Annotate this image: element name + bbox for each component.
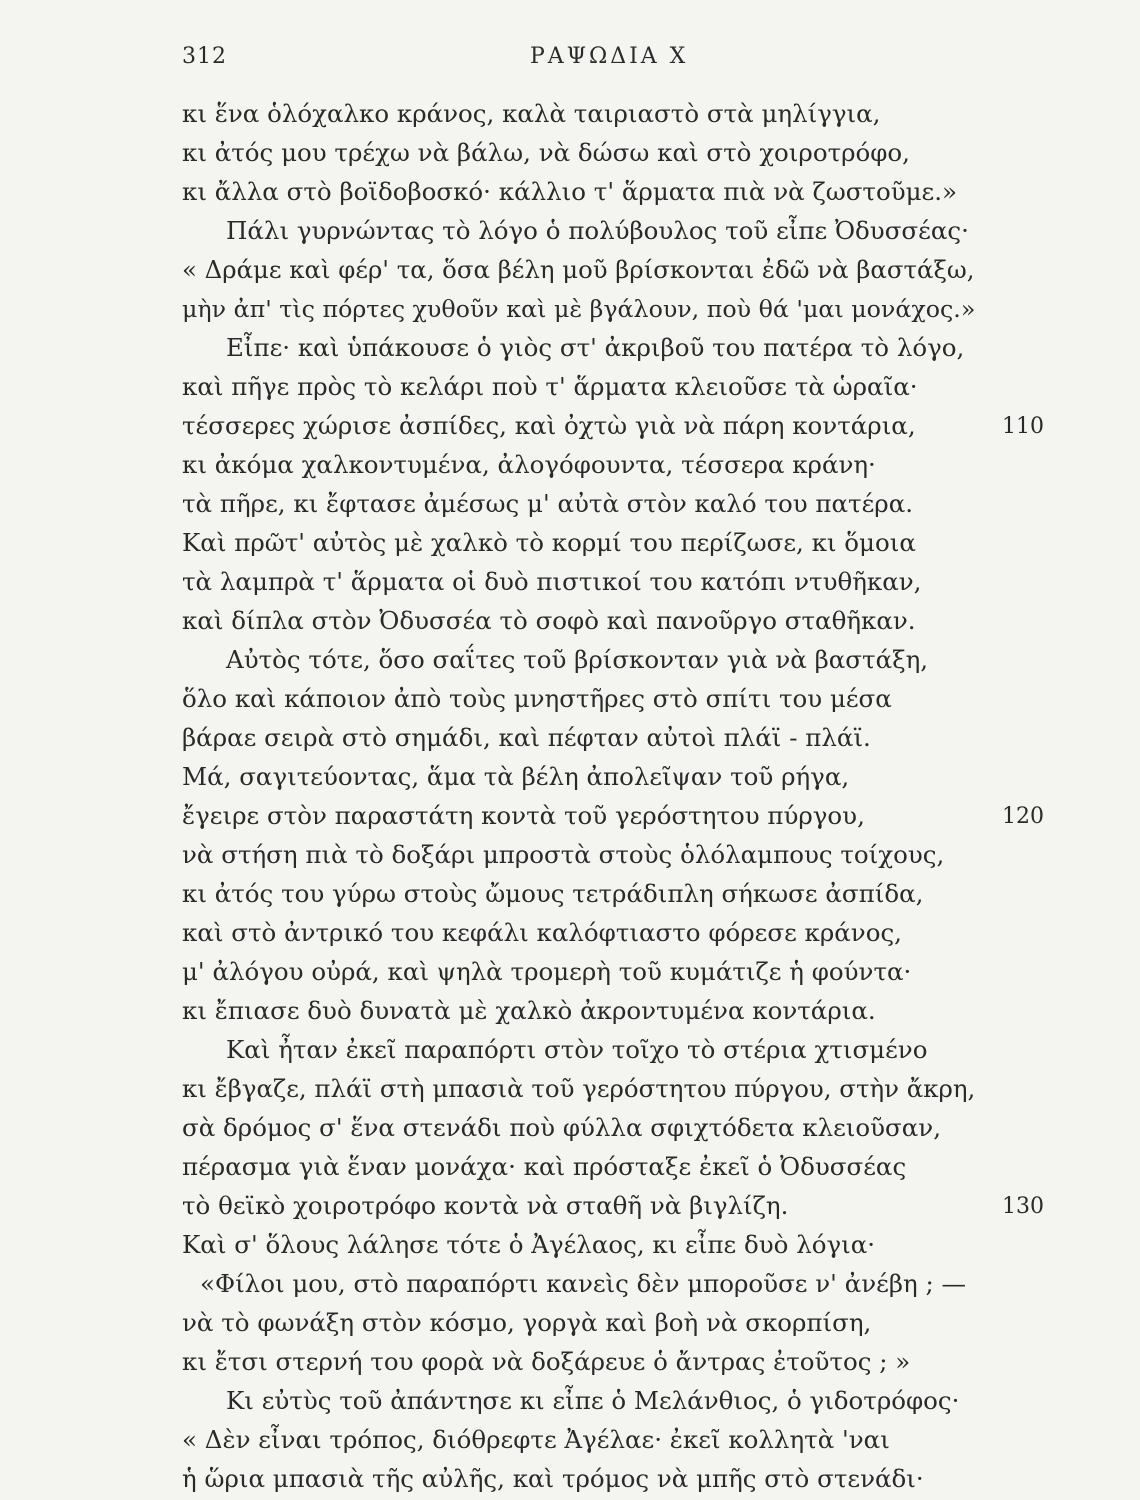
verse-line: τὰ πῆρε, κι ἔφτασε ἀμέσως μ' αὐτὰ στὸν καλό του πατέρα. [182,489,914,518]
verse-line: νὰ στήση πιὰ τὸ δοξάρι μπροστὰ στοὺς ὁλόλαμπους τοίχους, [182,840,945,869]
verse-line: τὸ θεϊκὸ χοιροτρόφο κοντὰ νὰ σταθῆ νὰ βιγλίζη. [182,1191,789,1220]
verse-line: τέσσερες χώρισε ἀσπίδες, καὶ ὀχτὼ γιὰ νὰ πάρη κοντάρια, [182,411,916,440]
verse-line: κι ἔβγαζε, πλάϊ στὴ μπασιὰ τοῦ γερόστητου πύργου, στὴν ἄκρη, [182,1074,976,1103]
verse-line: «Φίλοι μου, στὸ παραπόρτι κανεὶς δὲν μποροῦσε ν' ἀνέβη ; — [200,1269,966,1298]
verse-line: ἡ ὥρια μπασιὰ τῆς αὐλῆς, καὶ τρόμος νὰ μπῆς στὸ στενάδι· [182,1464,924,1493]
verse-line: κι ἄλλα στὸ βοϊδοβοσκό· κάλλιο τ' ἅρματα πιὰ νὰ ζωστοῦμε.» [182,177,958,206]
verse-line: Καὶ ἦταν ἐκεῖ παραπόρτι στὸν τοῖχο τὸ στέρια χτισμένο [226,1035,928,1064]
verse-line: Αὐτὸς τότε, ὅσο σαΐτες τοῦ βρίσκονταν γιὰ νὰ βαστάξη, [226,645,929,674]
verse-line: Καὶ σ' ὅλους λάλησε τότε ὁ Ἀγέλαος, κι εἶπε δυὸ λόγια· [182,1230,876,1259]
verse-line: Εἶπε· καὶ ὑπάκουσε ὁ γιὸς στ' ἀκριβοῦ του πατέρα τὸ λόγο, [226,333,965,362]
line-number: 110 [1002,414,1044,439]
verse-line: μ' ἀλόγου οὐρά, καὶ ψηλὰ τρομερὴ τοῦ κυμάτιζε ἡ φούντα· [182,957,912,986]
verse-line: Πάλι γυρνώντας τὸ λόγο ὁ πολύβουλος τοῦ εἶπε Ὀδυσσέας· [226,216,969,245]
verse-line: κι ἀτός του γύρω στοὺς ὤμους τετράδιπλη σήκωσε ἀσπίδα, [182,879,924,908]
verse-line: καὶ στὸ ἀντρικό του κεφάλι καλόφτιαστο φόρεσε κράνος, [182,918,902,947]
verse-line: πέρασμα γιὰ ἕναν μονάχα· καὶ πρόσταξε ἐκεῖ ὁ Ὀδυσσέας [182,1152,907,1181]
verse-line: ἔγειρε στὸν παραστάτη κοντὰ τοῦ γερόστητου πύργου, [182,801,865,830]
verse-line: κι ἔπιασε δυὸ δυνατὰ μὲ χαλκὸ ἀκροντυμένα κοντάρια. [182,996,876,1025]
verse-line: καὶ πῆγε πρὸς τὸ κελάρι ποὺ τ' ἅρματα κλειοῦσε τὰ ὡραῖα· [182,372,918,401]
verse-line: κι ἀτός μου τρέχω νὰ βάλω, νὰ δώσω καὶ στὸ χοιροτρόφο, [182,138,910,167]
verse-line: μὴν ἀπ' τὶς πόρτες χυθοῦν καὶ μὲ βγάλουν, ποὺ θά 'μαι μονάχος.» [182,295,976,323]
verse-line: κι ἔτσι στερνή του φορὰ νὰ δοξάρευε ὁ ἄντρας ἐτοῦτος ; » [182,1347,911,1376]
verse-line: βάραε σειρὰ στὸ σημάδι, καὶ πέφταν αὐτοὶ πλάϊ - πλάϊ. [182,723,871,752]
verse-line: ὅλο καὶ κάποιον ἀπὸ τοὺς μνηστῆρες στὸ σπίτι του μέσα [182,684,892,713]
verse-line: καὶ δίπλα στὸν Ὀδυσσέα τὸ σοφὸ καὶ πανοῦργο σταθῆκαν. [182,606,916,635]
running-head: ΡΑΨΩΔΙΑ Χ [530,44,689,69]
verse-line: Κι εὐτὺς τοῦ ἀπάντησε κι εἶπε ὁ Μελάνθιος, ὁ γιδοτρόφος· [226,1386,960,1415]
verse-line: τὰ λαμπρὰ τ' ἅρματα οἱ δυὸ πιστικοί του κατόπι ντυθῆκαν, [182,567,922,596]
verse-line: « Δράμε καὶ φέρ' τα, ὅσα βέλη μοῦ βρίσκονται ἐδῶ νὰ βαστάξω, [182,255,975,284]
page-number: 312 [182,44,227,69]
verse-line: σὰ δρόμος σ' ἕνα στενάδι ποὺ φύλλα σφιχτόδετα κλειοῦσαν, [182,1113,941,1142]
verse-line: κι ἀκόμα χαλκοντυμένα, ἀλογόφουντα, τέσσερα κράνη· [182,450,876,479]
verse-line: κι ἕνα ὁλόχαλκο κράνος, καλὰ ταιριαστὸ στὰ μηλίγγια, [182,99,881,128]
verse-line: Καὶ πρῶτ' αὐτὸς μὲ χαλκὸ τὸ κορμί του περίζωσε, κι ὅμοια [182,528,916,557]
verse-line: « Δὲν εἶναι τρόπος, διόθρεφτε Ἀγέλαε· ἐκεῖ κολλητὰ 'ναι [182,1425,890,1454]
verse-line: νὰ τὸ φωνάξη στὸν κόσμο, γοργὰ καὶ βοὴ νὰ σκορπίση, [182,1308,872,1337]
verse-line: Μά, σαγιτεύοντας, ἅμα τὰ βέλη ἀπολεῖψαν τοῦ ρήγα, [182,762,850,791]
line-number: 120 [1002,804,1044,829]
line-number: 130 [1002,1194,1044,1219]
